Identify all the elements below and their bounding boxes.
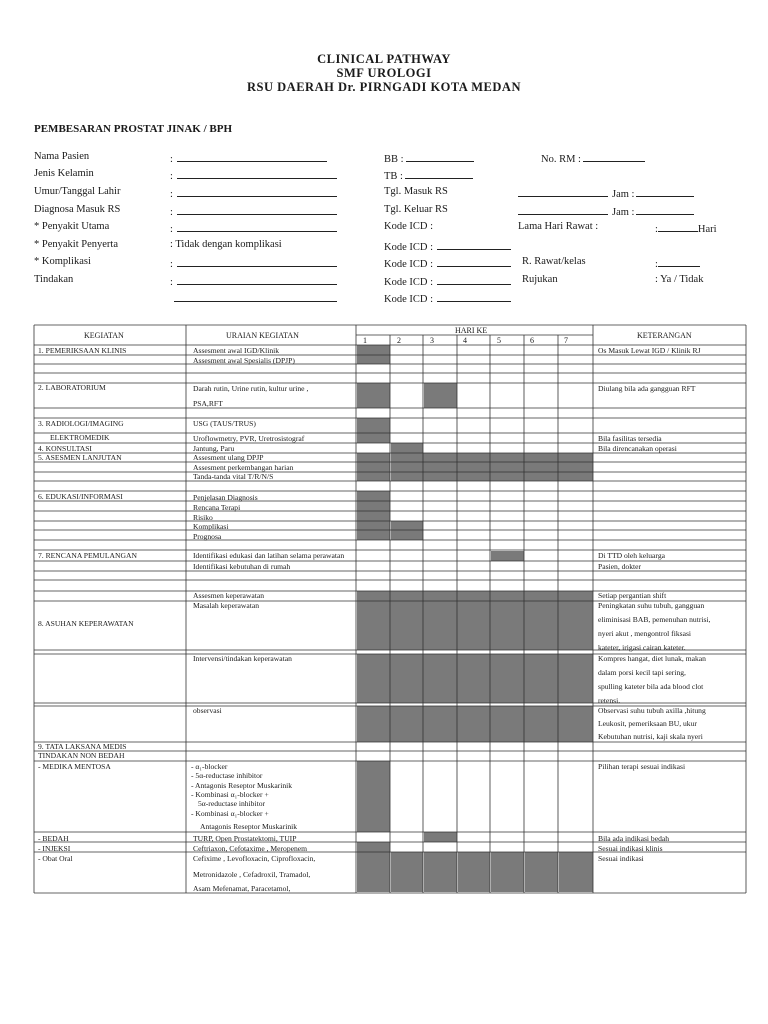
uraian-15: Identifikasi edukasi dan latihan selama perawatan bbox=[193, 551, 345, 560]
shaded-cell-22 bbox=[525, 852, 558, 892]
nama-field[interactable]: : bbox=[170, 151, 327, 165]
keterangan-4: Bila direncanakan operasi bbox=[598, 444, 677, 453]
komplikasi-field[interactable]: : bbox=[170, 256, 337, 270]
label-penyakit-utama: * Penyakit Utama bbox=[34, 221, 110, 232]
kegiatan-injeksi: - INJEKSI bbox=[38, 844, 71, 853]
uraian-22: Ceftriaxon, Cefotaxime , Meropenem bbox=[193, 844, 308, 853]
day-6: 6 bbox=[530, 336, 534, 345]
doc-title: CLINICAL PATHWAY bbox=[317, 52, 451, 66]
keterangan-8c: nyeri akut , mengontrol fiksasi bbox=[598, 629, 692, 638]
uraian-5: Uroflowmetry, PVR, Uretrosistograf bbox=[193, 434, 305, 443]
uraian-11: Rencana Terapi bbox=[193, 503, 241, 512]
shaded-cell-2 bbox=[357, 383, 390, 408]
uraian-23: Cefixime , Levofloxacin, Ciprofloxacin, bbox=[193, 854, 316, 863]
jam-masuk-field[interactable]: Jam : bbox=[612, 186, 694, 200]
uraian-4: USG (TAUS/TRUS) bbox=[193, 419, 256, 428]
shaded-cell-1 bbox=[424, 383, 457, 408]
medika-1: - α₁-blocker bbox=[191, 762, 228, 771]
label-jenis-kelamin: Jenis Kelamin bbox=[34, 168, 94, 179]
label-tgl-keluar: Tgl. Keluar RS bbox=[384, 204, 448, 215]
keterangan-10b: Leukosit, pemeriksaan BU, ukur bbox=[598, 719, 697, 728]
uraian-14: Prognosa bbox=[193, 532, 222, 541]
kegiatan-elektromedik: ELEKTROMEDIK bbox=[50, 433, 110, 442]
uraian-21: TURP, Open Prostatektomi, TUIP bbox=[193, 834, 297, 843]
shaded-cell-0 bbox=[357, 345, 390, 364]
uraian-24: Metronidazole , Cefadroxil, Tramadol, bbox=[193, 870, 311, 879]
uraian-7: Assesment ulang DPJP bbox=[193, 453, 264, 462]
medika-7: Antagonis Reseptor Muskarinik bbox=[200, 822, 298, 831]
uraian-18: Masalah keperawatan bbox=[193, 601, 259, 610]
uraian-9: Tanda-tanda vital T/R/N/S bbox=[193, 472, 274, 481]
col-uraian: URAIAN KEGIATAN bbox=[226, 331, 299, 340]
shaded-cell-5 bbox=[391, 453, 593, 481]
uraian-3b: PSA,RFT bbox=[193, 399, 223, 408]
shaded-cell-23 bbox=[559, 852, 593, 892]
label-umur: Umur/Tanggal Lahir bbox=[34, 186, 121, 197]
lama-hari-field[interactable]: : Hari bbox=[655, 221, 717, 235]
label-penyakit-penyerta: * Penyakit Penyerta bbox=[34, 239, 118, 250]
label-tindakan: Tindakan bbox=[34, 274, 74, 285]
col-keterangan: KETERANGAN bbox=[637, 331, 692, 340]
keterangan-14: Sesuai indikasi bbox=[598, 854, 644, 863]
shaded-cell-3 bbox=[357, 418, 390, 443]
keterangan-8a: Peningkatan suhu tubuh, gangguan bbox=[598, 601, 705, 610]
shaded-cell-7 bbox=[357, 491, 390, 540]
kode-icd-5-field[interactable]: Kode ICD : bbox=[384, 291, 511, 305]
uraian-10: Penjelasan Diagnosis bbox=[193, 493, 258, 502]
kode-icd-2-field[interactable]: Kode ICD : bbox=[384, 239, 511, 253]
keterangan-1: Os Masuk Lewat IGD / Klinik RJ bbox=[598, 346, 701, 355]
kegiatan-radiologi: 3. RADIOLOGI/IMAGING bbox=[38, 419, 124, 428]
kegiatan-lab: 2. LABORATORIUM bbox=[38, 383, 106, 392]
shaded-cell-16 bbox=[357, 842, 390, 852]
keterangan-8b: eliminisasi BAB, pemenuhan nutrisi, bbox=[598, 615, 711, 624]
uraian-2: Assesment awal Spesialis (DPJP) bbox=[193, 356, 295, 365]
jenis-kelamin-field[interactable]: : bbox=[170, 168, 337, 182]
shaded-cell-13 bbox=[357, 706, 593, 742]
r-rawat-field[interactable]: : bbox=[655, 256, 700, 270]
keterangan-9c: spulling kateter bila ada blood clot bbox=[598, 682, 704, 691]
kegiatan-konsultasi: 4. KONSULTASI bbox=[38, 444, 92, 453]
keterangan-9b: dalam porsi kecil tapi sering, bbox=[598, 668, 686, 677]
tindakan-field[interactable]: : bbox=[170, 274, 337, 288]
medika-4: - Kombinasi α₁-blocker + bbox=[191, 790, 269, 799]
label-rujukan: Rujukan bbox=[522, 274, 558, 285]
shaded-cell-15 bbox=[424, 832, 457, 842]
day-7: 7 bbox=[564, 336, 568, 345]
day-4: 4 bbox=[463, 336, 467, 345]
uraian-19: Intervensi/tindakan keperawatan bbox=[193, 654, 292, 663]
medika-5: 5α-reductase inhibitor bbox=[198, 799, 266, 808]
shaded-cell-17 bbox=[357, 852, 390, 892]
uraian-13: Komplikasi bbox=[193, 522, 229, 531]
col-hari-ke: HARI KE bbox=[455, 326, 488, 335]
penyakit-utama-field[interactable]: : bbox=[170, 221, 337, 235]
medika-2: - 5α-reductase inhibitor bbox=[191, 771, 263, 780]
label-tgl-masuk: Tgl. Masuk RS bbox=[384, 186, 448, 197]
kode-icd-1: Kode ICD : bbox=[384, 221, 433, 232]
uraian-20: observasi bbox=[193, 706, 222, 715]
keterangan-7: Setiap pergantian shift bbox=[598, 591, 667, 600]
shaded-cell-18 bbox=[391, 852, 423, 892]
label-diagnosa: Diagnosa Masuk RS bbox=[34, 204, 121, 215]
shaded-cell-4 bbox=[391, 443, 423, 453]
keterangan-12: Bila ada indikasi bedah bbox=[598, 834, 670, 843]
keterangan-8d: kateter, irigasi cairan kateter. bbox=[598, 643, 686, 652]
keterangan-9a: Kompres hangat, diet lunak, makan bbox=[598, 654, 706, 663]
shaded-cell-14 bbox=[357, 761, 390, 832]
norm-field[interactable]: No. RM : bbox=[541, 151, 645, 165]
jam-keluar-field[interactable]: Jam : bbox=[612, 204, 694, 218]
kegiatan-pemulangan: 7. RENCANA PEMULANGAN bbox=[38, 551, 137, 560]
kode-icd-4-field[interactable]: Kode ICD : bbox=[384, 274, 511, 288]
kegiatan-bedah: - BEDAH bbox=[38, 834, 69, 843]
kegiatan-asuhan: 8. ASUHAN KEPERAWATAN bbox=[38, 619, 134, 628]
tgl-masuk-field[interactable] bbox=[518, 186, 608, 200]
uraian-3: Darah rutin, Urine rutin, kultur urine , bbox=[193, 384, 309, 393]
kegiatan-nonbedah: TINDAKAN NON BEDAH bbox=[38, 751, 125, 760]
uraian-6: Jantung, Paru bbox=[193, 444, 235, 453]
bb-field[interactable]: BB : bbox=[384, 151, 474, 165]
medika-3: - Antagonis Reseptor Muskarinik bbox=[191, 781, 293, 790]
shaded-cell-20 bbox=[458, 852, 490, 892]
shaded-cell-12 bbox=[357, 654, 593, 703]
shaded-cell-11 bbox=[357, 601, 593, 650]
label-lama-hari: Lama Hari Rawat : bbox=[518, 221, 599, 232]
shaded-cell-19 bbox=[424, 852, 457, 892]
label-nama: Nama Pasien bbox=[34, 151, 90, 162]
kode-icd-3-field[interactable]: Kode ICD : bbox=[384, 256, 511, 270]
keterangan-10a: Observasi suhu tubuh axilla ,hitung bbox=[598, 706, 706, 715]
uraian-25: Asam Mefenamat, Paracetamol, bbox=[193, 884, 291, 893]
keterangan-11: Pilihan terapi sesuai indikasi bbox=[598, 762, 686, 771]
kegiatan-tatalaksana: 9. TATA LAKSANA MEDIS bbox=[38, 742, 127, 751]
keterangan-5: Di TTD oleh keluarga bbox=[598, 551, 665, 560]
keterangan-6: Pasien, dokter bbox=[598, 562, 642, 571]
diagnosa-field[interactable]: : bbox=[170, 204, 337, 218]
umur-field[interactable]: : bbox=[170, 186, 337, 200]
keterangan-2: Diulang bila ada gangguan RFT bbox=[598, 384, 696, 393]
shaded-cell-9 bbox=[491, 551, 524, 561]
doc-hospital: RSU DAERAH Dr. PIRNGADI KOTA MEDAN bbox=[247, 80, 521, 94]
kegiatan-asesmen: 5. ASESMEN LANJUTAN bbox=[38, 453, 122, 462]
kegiatan-obat-oral: - Obat Oral bbox=[38, 854, 73, 863]
shaded-cell-21 bbox=[491, 852, 524, 892]
tb-field[interactable]: TB : bbox=[384, 168, 473, 182]
day-1: 1 bbox=[363, 336, 367, 345]
penyakit-penyerta-field[interactable]: : Tidak dengan komplikasi bbox=[170, 239, 282, 250]
rujukan-option[interactable]: : Ya / Tidak bbox=[655, 274, 704, 285]
doc-subtitle-smf: SMF UROLOGI bbox=[336, 66, 432, 80]
uraian-12: Risiko bbox=[193, 513, 213, 522]
uraian-1: Assesment awal IGD/Klinik bbox=[193, 346, 280, 355]
day-5: 5 bbox=[497, 336, 501, 345]
uraian-8: Assesment perkembangan harian bbox=[193, 463, 294, 472]
kegiatan-medika: - MEDIKA MENTOSA bbox=[38, 762, 111, 771]
keterangan-10c: Kebutuhan nutrisi, kaji skala nyeri bbox=[598, 732, 703, 741]
day-3: 3 bbox=[430, 336, 434, 345]
diagnosis-heading: PEMBESARAN PROSTAT JINAK / BPH bbox=[34, 123, 233, 135]
keterangan-13: Sesuai indikasi klinis bbox=[598, 844, 663, 853]
shaded-cell-6 bbox=[357, 453, 390, 481]
label-komplikasi: * Komplikasi bbox=[34, 256, 91, 267]
uraian-17: Assesmen keperawatan bbox=[193, 591, 265, 600]
kegiatan-edukasi: 6. EDUKASI/INFORMASI bbox=[38, 492, 123, 501]
keterangan-3: Bila fasilitas tersedia bbox=[598, 434, 662, 443]
tgl-keluar-field[interactable] bbox=[518, 204, 608, 218]
keterangan-9d: retensi. bbox=[598, 696, 621, 705]
col-kegiatan: KEGIATAN bbox=[84, 331, 124, 340]
day-2: 2 bbox=[397, 336, 401, 345]
shaded-cell-8 bbox=[391, 521, 423, 540]
kegiatan-pemeriksaan: 1. PEMERIKSAAN KLINIS bbox=[38, 346, 127, 355]
medika-6: - Kombinasi α₁-blocker + bbox=[191, 809, 269, 818]
shaded-cell-10 bbox=[357, 591, 593, 601]
tindakan-field-2[interactable] bbox=[174, 291, 337, 305]
uraian-16: Identifikasi kebutuhan di rumah bbox=[193, 562, 291, 571]
label-r-rawat: R. Rawat/kelas bbox=[522, 256, 586, 267]
